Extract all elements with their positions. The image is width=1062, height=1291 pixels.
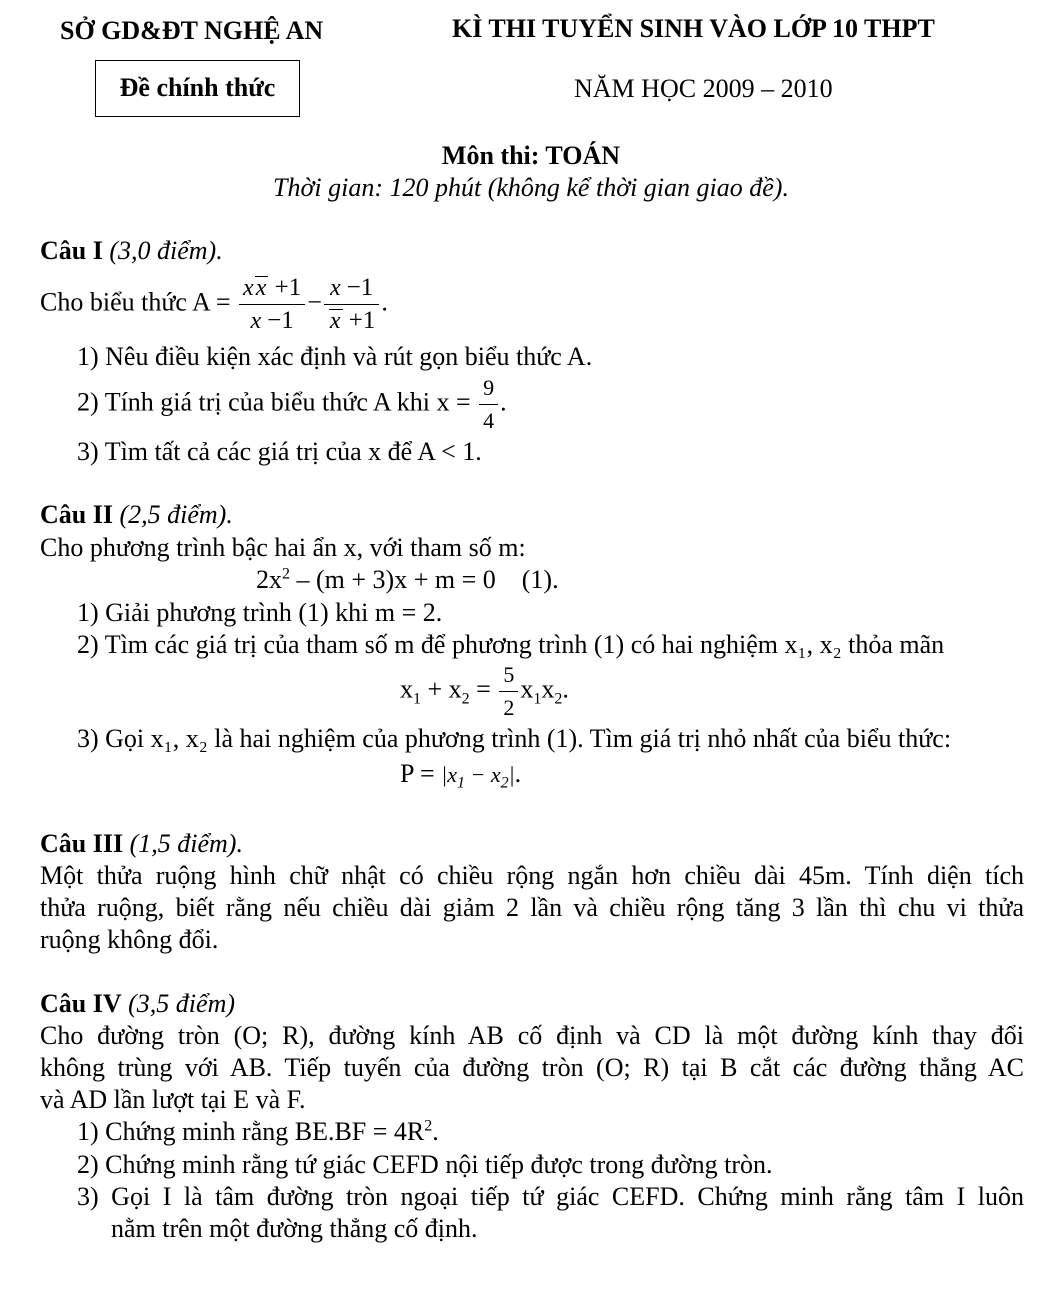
expression-intro: Cho biểu thức A = [40,287,231,317]
question-2-heading [40,500,233,530]
q2-intro: Cho phương trình bậc hai ẩn x, với tham số m: [40,533,526,562]
q4-item-1: 1) Chứng minh rằng $BE.BF = 4R^2$. [77,1117,439,1146]
fraction-1: $\frac{xx +1}{x -1}$ [239,275,305,334]
q2-item-3: 3) Gọi x₁, x₂ là hai nghiệm của phương trình (1). Tìm giá trị nhỏ nhất của biểu thức: [77,724,952,753]
q1-item-1: 1) Nêu điều kiện xác định và rút gọn biểu thức A. [77,342,593,371]
question-4-heading [40,989,235,1019]
question-1-expression: Cho biểu thức A = $\frac{xx +1}{x -1}$ − $\frac{x -1}{x +1}$ . [40,274,388,334]
time-limit: Thời gian: 120 phút (không kể thời gian giao đề). [273,173,789,202]
question-1-title: Câu I [40,236,103,265]
question-4-points: (3,5 điểm) [128,989,235,1018]
q2-item-1: 1) Giải phương trình (1) khi m = 2. [77,598,443,627]
q3-line-2: thửa ruộng, biết rằng nếu chiều dài giảm 2 lần và chiều rộng tăng 3 lần thì chu vi thửa [40,893,1024,922]
q2-expression-p: $P = |x_1 - x_2|$. [400,759,522,792]
official-label: Đề chính thức [119,73,276,102]
q2-equation: $2x^2 - (m + 3)x + m = 0$ (1). [256,565,559,594]
q4-line-3: và AD lần lượt tại E và F. [40,1085,306,1114]
q4-line-2: không trùng với AB. Tiếp tuyến của đường tròn (O; R) tại B cắt các đường thẳng AC [40,1053,1024,1082]
question-3-points: (1,5 điểm). [129,829,243,858]
q2-item-2: 2) Tìm các giá trị của tham số m để phương trình (1) có hai nghiệm x₁, x₂ thỏa mãn [77,630,945,659]
q3-line-3: ruộng không đổi. [40,925,219,954]
department: SỞ GD&ĐT NGHỆ AN [60,16,324,45]
question-1-heading [40,236,223,266]
subject: Môn thi: TOÁN [441,141,621,170]
question-3-title: Câu III [40,829,124,858]
school-year: NĂM HỌC 2009 – 2010 [574,74,833,103]
fraction-2: $\frac{x -1}{x +1}$ [324,275,380,334]
q1-item-3: 3) Tìm tất cả các giá trị của x để A < 1. [77,437,482,466]
exam-title: KÌ THI TUYỂN SINH VÀO LỚP 10 THPT [452,14,935,43]
question-1-points: (3,0 điểm). [109,236,223,265]
q4-line-1: Cho đường tròn (O; R), đường kính AB cố định và CD là một đường kính thay đổi [40,1021,1024,1050]
q2-condition: $x_1 + x_2$ = $\frac{5}{2}$ $x_1x_2$. [400,662,569,720]
q4-item-2: 2) Chứng minh rằng tứ giác CEFD nội tiếp được trong đường tròn. [77,1150,773,1179]
q4-item-3-line-1: 3) Gọi I là tâm đường tròn ngoại tiếp tứ giác CEFD. Chứng minh rằng tâm I luôn [77,1182,1024,1211]
q4-item-3-line-2: nằm trên một đường thẳng cố định. [111,1214,478,1243]
question-2-points: (2,5 điểm). [119,500,233,529]
q3-line-1: Một thửa ruộng hình chữ nhật có chiều rộng ngắn hơn chiều dài 45m. Tính diện tích [40,861,1024,890]
question-2-title: Câu II [40,500,113,529]
question-4-title: Câu IV [40,989,122,1018]
fraction-nine-quarters: $\frac{9}{4}$ [479,375,498,434]
question-3-heading [40,829,243,859]
q1-item-2: 2) Tính giá trị của biểu thức A khi x = $\frac{9}{4}$ . [77,375,507,433]
